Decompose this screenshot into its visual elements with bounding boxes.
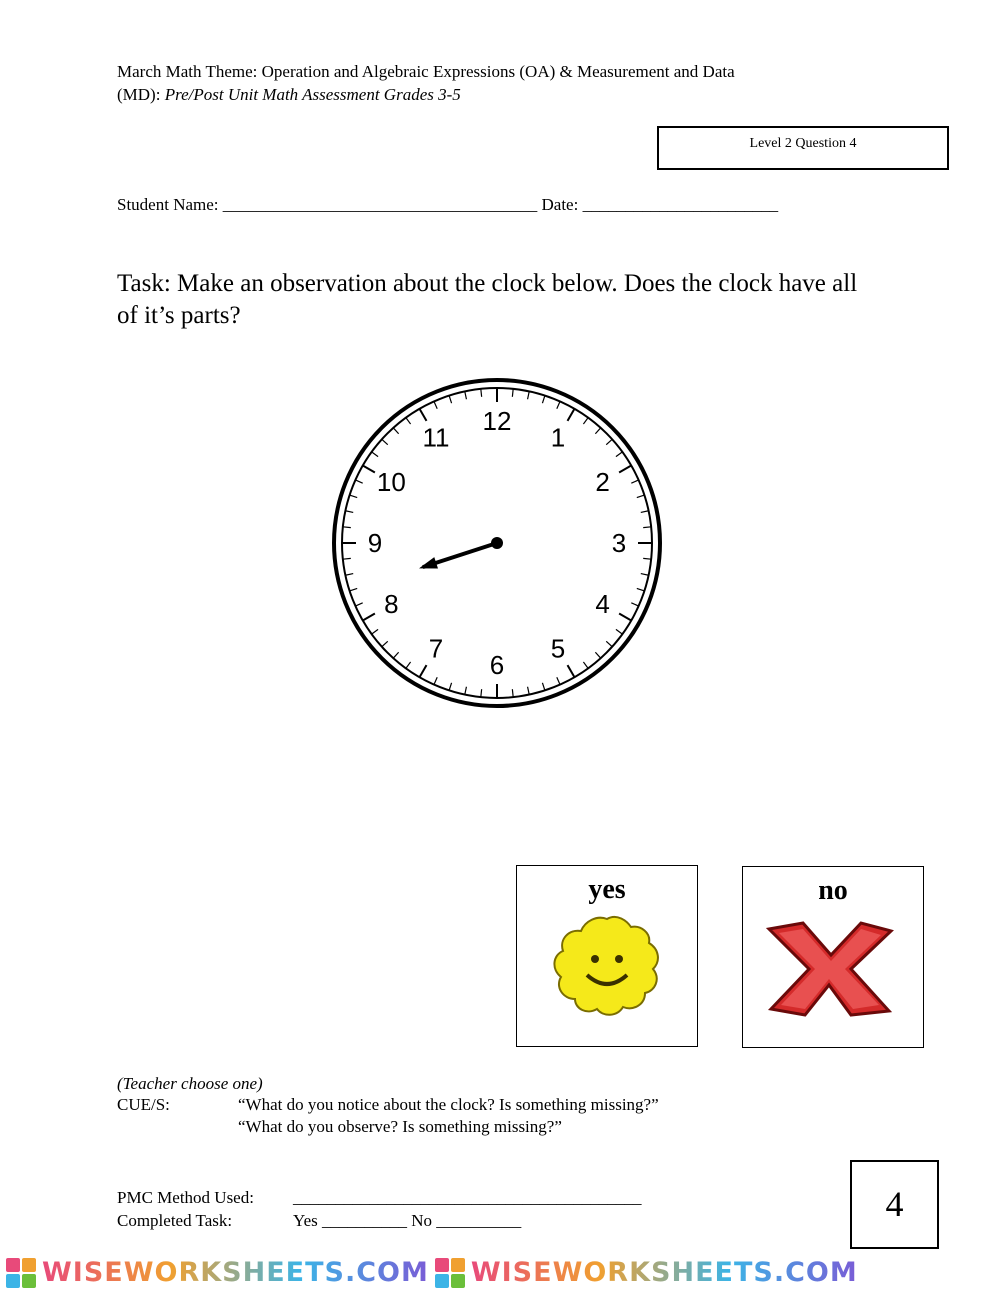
clock-numeral: 6 bbox=[489, 650, 505, 680]
clock-numeral: 12 bbox=[482, 406, 512, 436]
teacher-note bbox=[117, 1072, 263, 1095]
header-line-2-prefix: (MD): bbox=[117, 85, 165, 104]
watermark-1 bbox=[6, 1257, 429, 1288]
clock-numeral: 2 bbox=[595, 467, 610, 497]
watermark-text-2: WISEWORKSHEETS.COM bbox=[470, 1257, 858, 1288]
yes-label: yes bbox=[588, 874, 626, 905]
clock-tick bbox=[512, 689, 513, 697]
no-choice-card[interactable] bbox=[742, 866, 924, 1048]
clock-numeral: 5 bbox=[550, 633, 566, 664]
clock-tick bbox=[481, 689, 482, 697]
wise-logo-icon bbox=[435, 1258, 465, 1288]
clock-tick bbox=[512, 389, 513, 397]
pmc-method-line[interactable]: _________________________________________ bbox=[293, 1188, 642, 1207]
task-prompt: Task: Make an observation about the clock below. Does the clock have all of it’s parts? bbox=[117, 270, 858, 329]
clock-numeral: 8 bbox=[384, 589, 399, 619]
clock-tick bbox=[343, 558, 351, 559]
cue-label: CUE/S: bbox=[117, 1095, 170, 1114]
header-line-2 bbox=[117, 83, 877, 106]
clock-tick bbox=[643, 527, 651, 528]
clock-numeral: 11 bbox=[422, 422, 450, 453]
clock-numeral: 3 bbox=[611, 528, 627, 558]
cue-question-1: “What do you notice about the clock? Is something missing?” bbox=[238, 1095, 659, 1114]
red-x-icon bbox=[765, 919, 895, 1019]
pmc-method-label: PMC Method Used: bbox=[117, 1188, 254, 1207]
clock-numeral: 4 bbox=[595, 589, 610, 619]
clock-numeral: 7 bbox=[428, 633, 444, 664]
yes-choice-card[interactable] bbox=[516, 865, 698, 1047]
header-line-1: March Math Theme: Operation and Algebraic Expressions (OA) & Measurement and Data bbox=[117, 62, 735, 81]
smiley-face-icon bbox=[547, 911, 667, 1021]
teacher-note-text: (Teacher choose one) bbox=[117, 1074, 263, 1093]
wise-logo-icon bbox=[6, 1258, 36, 1288]
document-header bbox=[117, 60, 877, 106]
level-question-box: Level 2 Question 4 bbox=[657, 126, 949, 170]
page-number-box: 4 bbox=[850, 1160, 939, 1249]
cue-question-2: “What do you observe? Is something missing?” bbox=[238, 1117, 562, 1136]
clock-tick bbox=[643, 558, 651, 559]
clock-tick bbox=[343, 527, 351, 528]
no-label: no bbox=[818, 875, 848, 906]
completed-task-label: Completed Task: bbox=[117, 1211, 233, 1230]
header-line-2-italic: Pre/Post Unit Math Assessment Grades 3-5 bbox=[164, 85, 461, 104]
watermark-text-1: WISEWORKSHEETS.COM bbox=[42, 1257, 429, 1288]
clock-numeral: 9 bbox=[367, 528, 383, 558]
clock-tick bbox=[481, 389, 482, 397]
clock-center-pin bbox=[491, 537, 503, 549]
completed-task-options[interactable]: Yes __________ No __________ bbox=[293, 1211, 522, 1230]
clock-illustration bbox=[330, 376, 665, 711]
clock-numeral: 1 bbox=[550, 422, 566, 453]
student-name-date-line[interactable]: Student Name: _____________________________________ Date: _______________________ bbox=[117, 195, 779, 214]
watermark-2 bbox=[435, 1257, 858, 1288]
watermark-footer bbox=[0, 1254, 1000, 1291]
clock-numeral: 10 bbox=[376, 467, 406, 497]
